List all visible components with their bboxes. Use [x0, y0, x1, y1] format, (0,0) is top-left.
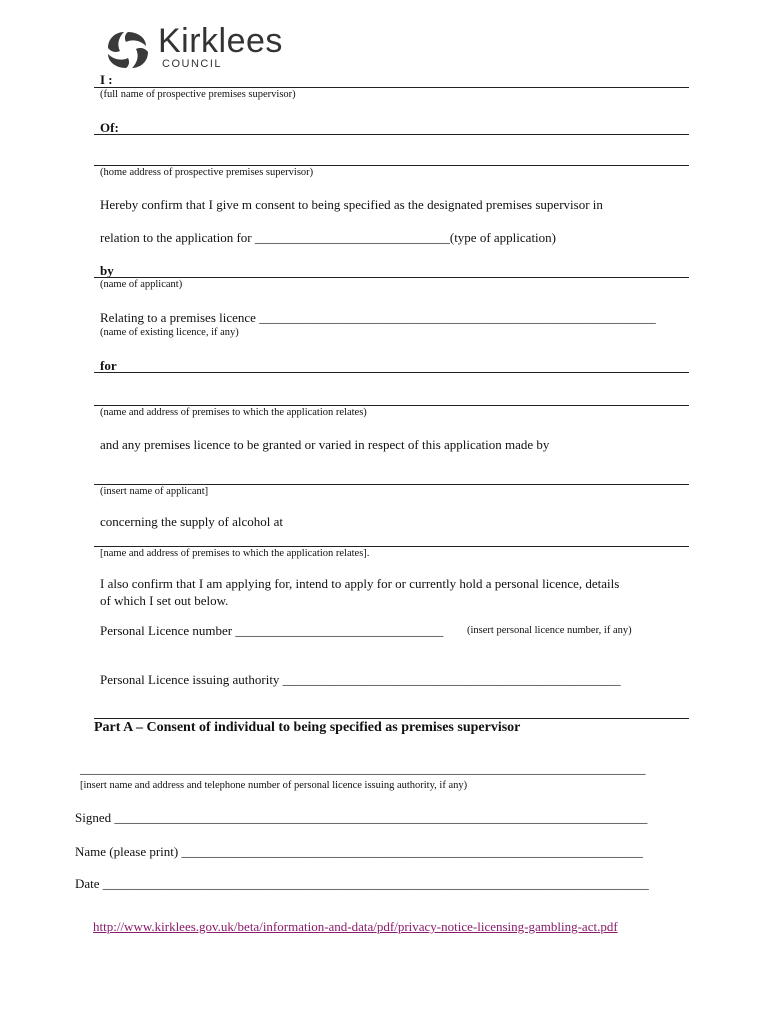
- premises-line-1[interactable]: [94, 372, 689, 373]
- date-field[interactable]: Date ____________________________________________________________________________________: [75, 876, 649, 891]
- kirklees-swirl-icon: [104, 28, 152, 72]
- authority-details-field[interactable]: _______________________________________________________________________________________: [80, 761, 646, 776]
- of-address-line-1[interactable]: [94, 134, 689, 135]
- insert-applicant-hint: (insert name of applicant]: [100, 486, 209, 497]
- i-label: I :: [100, 72, 113, 87]
- issuing-authority-field[interactable]: Personal Licence issuing authority ____________________________________________________: [100, 672, 621, 687]
- kirklees-logo: [104, 22, 334, 74]
- existing-licence-hint: (name of existing licence, if any): [100, 327, 239, 338]
- insert-applicant-line[interactable]: [94, 484, 689, 485]
- personal-licence-text-line-2: of which I set out below.: [100, 593, 229, 608]
- home-address-hint: (home address of prospective premises supervisor): [100, 167, 314, 178]
- confirm-text-line-2: relation to the application for ______________________________(type of application): [100, 230, 556, 245]
- granted-text: and any premises licence to be granted or varied in respect of this application made by: [100, 437, 550, 452]
- personal-licence-number-hint: (insert personal licence number, if any): [467, 625, 632, 636]
- premises-line-2[interactable]: [94, 405, 689, 406]
- alcohol-premises-line[interactable]: [94, 546, 689, 547]
- logo-wordmark: Kirklees: [158, 22, 283, 60]
- premises-hint: (name and address of premises to which the application relates): [100, 407, 367, 418]
- alcohol-premises-hint: [name and address of premises to which the application relates].: [100, 548, 370, 559]
- privacy-notice-link[interactable]: http://www.kirklees.gov.uk/beta/information-and-data/pdf/privacy-notice-licensing-gambling-act.pdf: [93, 919, 618, 934]
- authority-details-hint: [insert name and address and telephone number of personal licence issuing authority, if any): [80, 780, 468, 791]
- i-name-line[interactable]: [94, 87, 689, 88]
- personal-licence-number-field[interactable]: Personal Licence number ________________________________: [100, 623, 444, 638]
- applicant-line[interactable]: [94, 277, 689, 278]
- confirm-text-line-1: Hereby confirm that I give m consent to being specified as the designated premises supervisor in: [100, 197, 603, 212]
- by-label: by: [100, 263, 114, 278]
- name-print-field[interactable]: Name (please print) _______________________________________________________________________: [75, 844, 643, 859]
- alcohol-text: concerning the supply of alcohol at: [100, 514, 284, 529]
- i-hint: (full name of prospective premises supervisor): [100, 89, 296, 100]
- of-label: Of:: [100, 120, 119, 135]
- personal-licence-text-line-1: I also confirm that I am applying for, intend to apply for or currently hold a personal licence, details: [100, 576, 620, 591]
- applicant-hint: (name of applicant): [100, 279, 183, 290]
- of-address-line-2[interactable]: [94, 165, 689, 166]
- for-label: for: [100, 358, 117, 373]
- logo-subtitle: COUNCIL: [162, 58, 223, 70]
- relating-text: Relating to a premises licence _____________________________________________________________: [100, 310, 656, 325]
- part-a-top-rule: [94, 718, 689, 719]
- signed-field[interactable]: Signed __________________________________________________________________________________: [75, 810, 648, 825]
- part-a-heading: Part A – Consent of individual to being specified as premises supervisor: [94, 720, 521, 735]
